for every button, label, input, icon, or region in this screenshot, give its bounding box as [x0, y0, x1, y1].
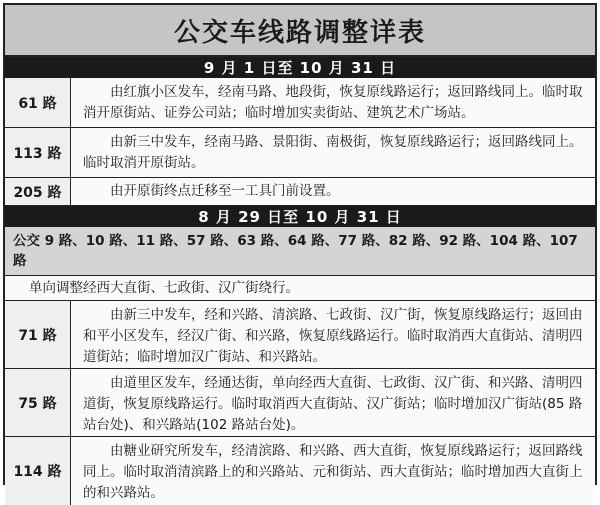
- period-heading-1: 9 月 1 日至 10 月 31 日: [5, 57, 595, 78]
- route-description: 由道里区发车，经通达街，单向经西大直街、七政街、汉广街、和兴路、清明四道街，恢复原线路运行。临时取消西大直街站、汉广街站；临时增加汉广街站(85 路站台处)、和兴路站(102 路站台处)。: [71, 369, 595, 436]
- route-description: 由新三中发车，经南马路、景阳街、南极街，恢复原线路运行；返回路线同上。临时取消开原街站。: [71, 128, 595, 177]
- route-adjustment-table: [3, 3, 597, 501]
- route-label: 75 路: [5, 369, 71, 436]
- multi-route-description: 单向调整经西大直街、七政街、汉广街绕行。: [5, 276, 595, 301]
- period-heading-2: 8 月 29 日至 10 月 31 日: [5, 206, 595, 227]
- route-description: 由新三中发车，经和兴路、清滨路、七政街、汉广街，恢复原线路运行；返回由和平小区发车，经汉广街、和兴路，恢复原线路运行。临时取消西大直街站、清明四道街站；临时增加汉广街站、和兴路站。: [71, 301, 595, 368]
- route-description: 由红旗小区发车，经南马路、地段街，恢复原线路运行；返回路线同上。临时取消开原街站、证券公司站；临时增加实卖街站、建筑艺术广场站。: [71, 78, 595, 127]
- multi-route-list: 公交 9 路、10 路、11 路、57 路、63 路、64 路、77 路、82 路、92 路、104 路、107 路: [5, 227, 595, 276]
- route-row-71: [5, 301, 595, 369]
- route-description: 由开原街终点迁移至一工具门前设置。: [71, 178, 595, 205]
- route-label: 71 路: [5, 301, 71, 368]
- table-title: 公交车线路调整详表: [5, 5, 595, 57]
- route-row-113: [5, 128, 595, 178]
- route-row-114: [5, 437, 595, 505]
- route-row-75: [5, 369, 595, 437]
- route-label: 205 路: [5, 178, 71, 205]
- route-label: 61 路: [5, 78, 71, 127]
- route-row-205: [5, 178, 595, 206]
- route-row-61: [5, 78, 595, 128]
- route-label: 113 路: [5, 128, 71, 177]
- route-description: 由糖业研究所发车，经清滨路、和兴路、西大直街，恢复原线路运行；返回路线同上。临时取消清滨路上的和兴路站、元和街站、西大直街站；临时增加西大直街上的和兴路站。: [71, 437, 595, 505]
- route-label: 114 路: [5, 437, 71, 505]
